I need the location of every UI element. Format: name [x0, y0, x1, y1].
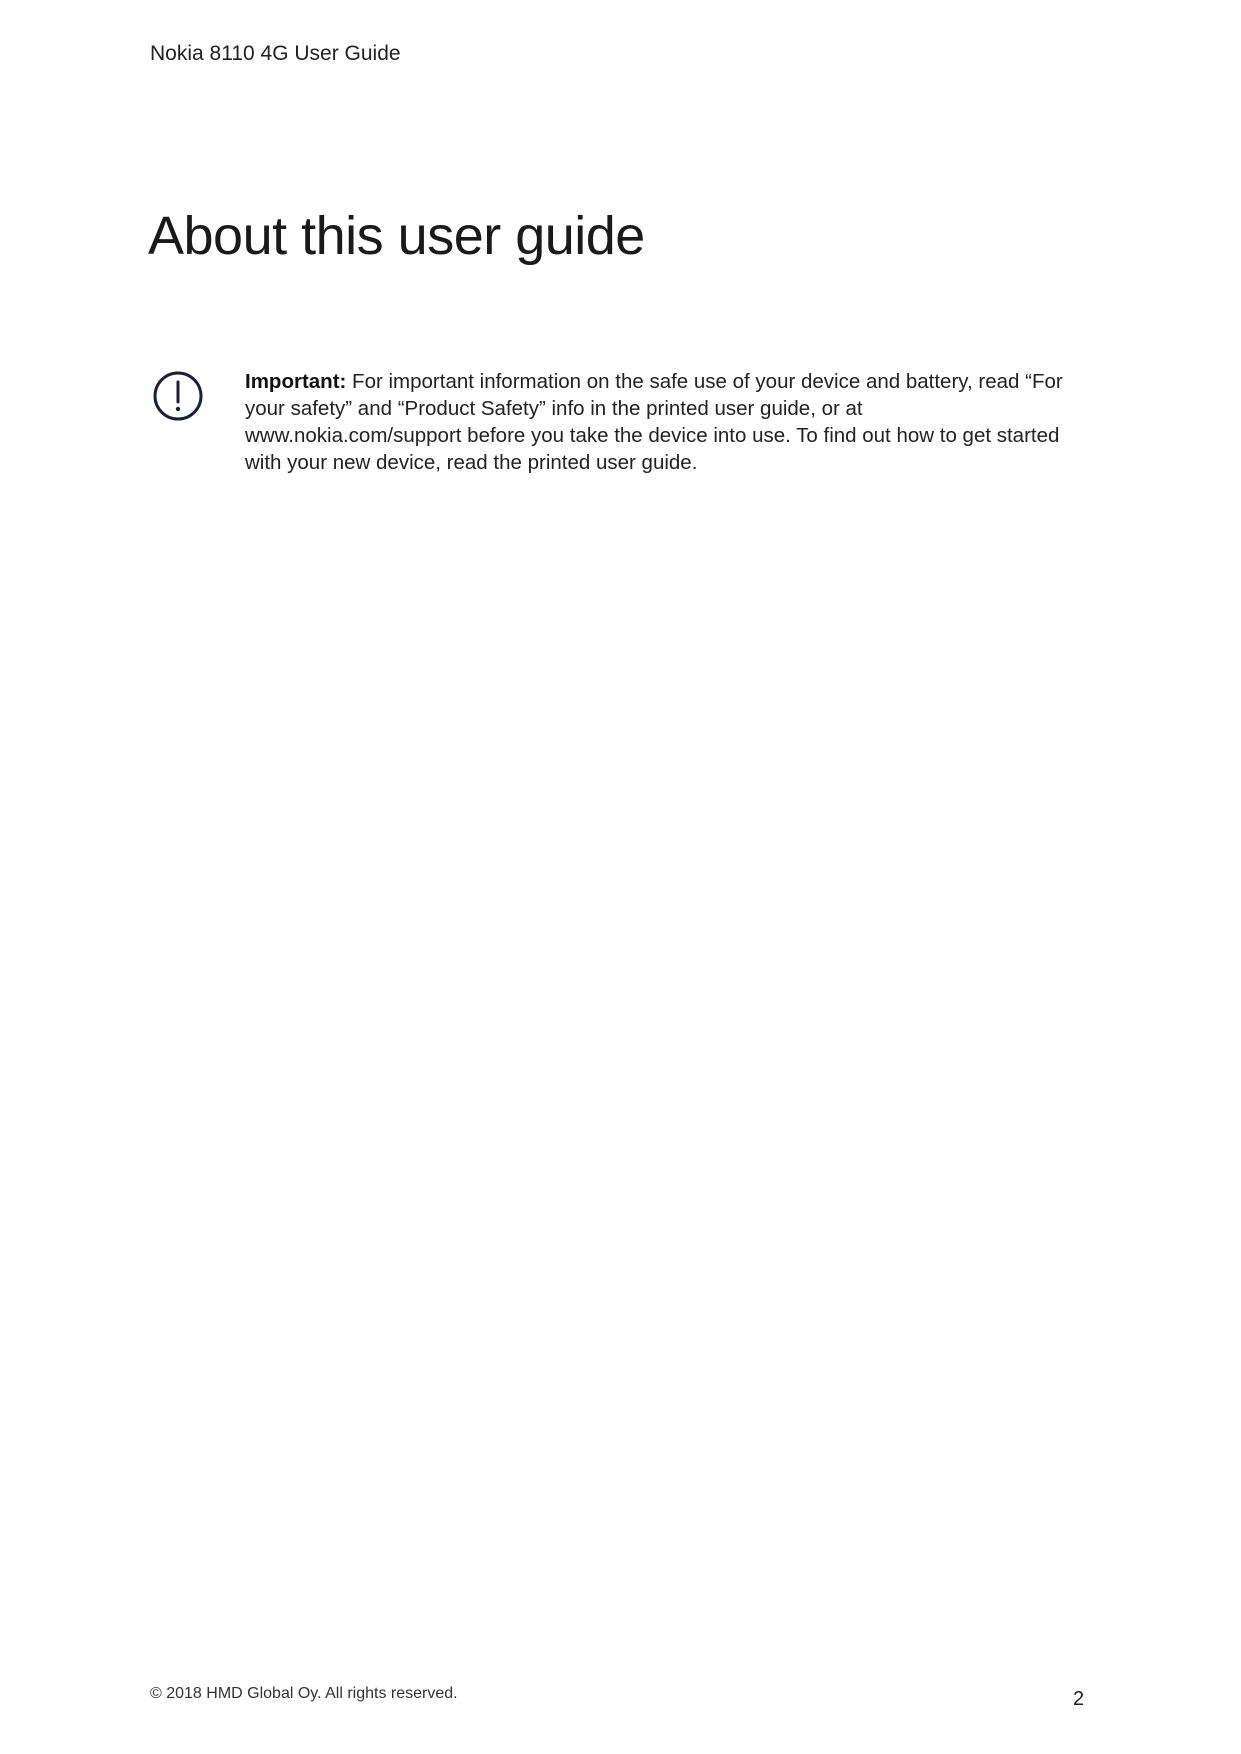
exclamation-circle-icon [150, 368, 206, 424]
notice-text [245, 368, 1080, 476]
page-title: About this user guide [148, 206, 645, 266]
running-header: Nokia 8110 4G User Guide [150, 42, 401, 65]
notice-body: For important information on the safe use of your device and battery, read “For your safety” and “Product Safety” info in the printed user guide, or at www.nokia.com/support before you take the device into use. To find out how to get started with your new device, read the printed user guide. [245, 370, 1063, 474]
notice-lead: Important: [245, 370, 347, 393]
footer-copyright: © 2018 HMD Global Oy. All rights reserved. [150, 1685, 458, 1702]
page-number: 2 [1073, 1688, 1085, 1710]
